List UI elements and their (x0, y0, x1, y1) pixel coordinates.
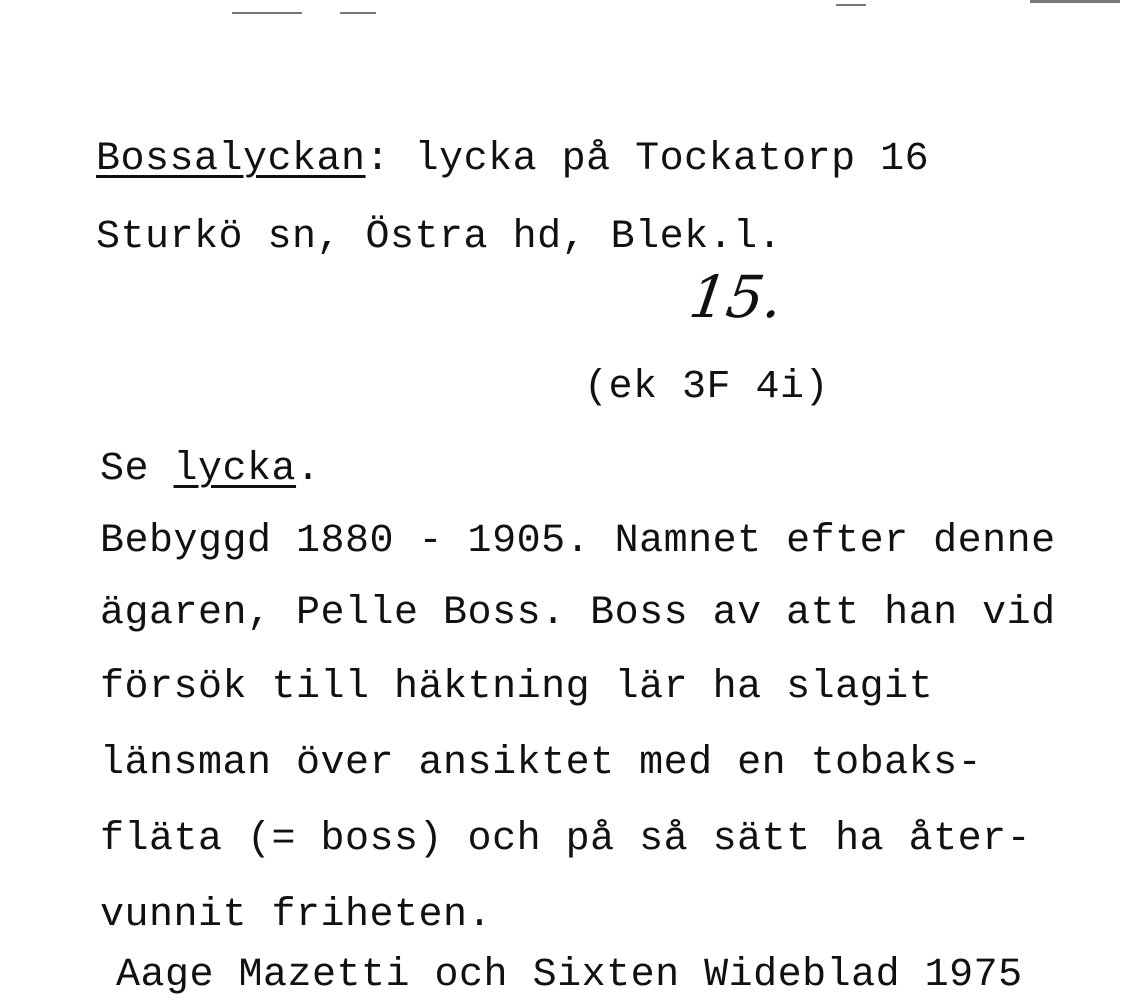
headword-line (96, 136, 929, 184)
see-prefix: Se (100, 447, 174, 492)
body-line: Bebyggd 1880 - 1905. Namnet efter denne (100, 519, 1056, 564)
scan-edge-mark (836, 4, 866, 6)
scan-edge-mark (340, 12, 376, 14)
headword-description: lycka på Tockatorp 16 (390, 137, 930, 182)
map-reference: (ek 3F 4i) (584, 365, 830, 410)
scan-edge-mark (232, 12, 302, 14)
body-line: fläta (= boss) och på så sätt ha åter- (100, 817, 1032, 862)
body-line: länsman över ansiktet med en tobaks- (100, 741, 983, 786)
cross-reference-line (100, 446, 321, 494)
headword: Bossalyckan (96, 137, 366, 182)
handwritten-number: 15. (685, 263, 788, 331)
scan-edge-mark (1030, 0, 1120, 3)
headword-separator: : (365, 137, 391, 182)
see-suffix: . (296, 447, 321, 492)
informants-signature: Aage Mazetti och Sixten Wideblad 1975 (116, 953, 1023, 998)
body-line: försök till häktning lär ha slagit (100, 665, 934, 710)
location-line: Sturkö sn, Östra hd, Blek.l. (96, 215, 783, 260)
body-line: vunnit friheten. (100, 893, 493, 938)
see-reference-link: lycka (173, 447, 297, 492)
body-line: ägaren, Pelle Boss. Boss av att han vid (100, 591, 1056, 636)
